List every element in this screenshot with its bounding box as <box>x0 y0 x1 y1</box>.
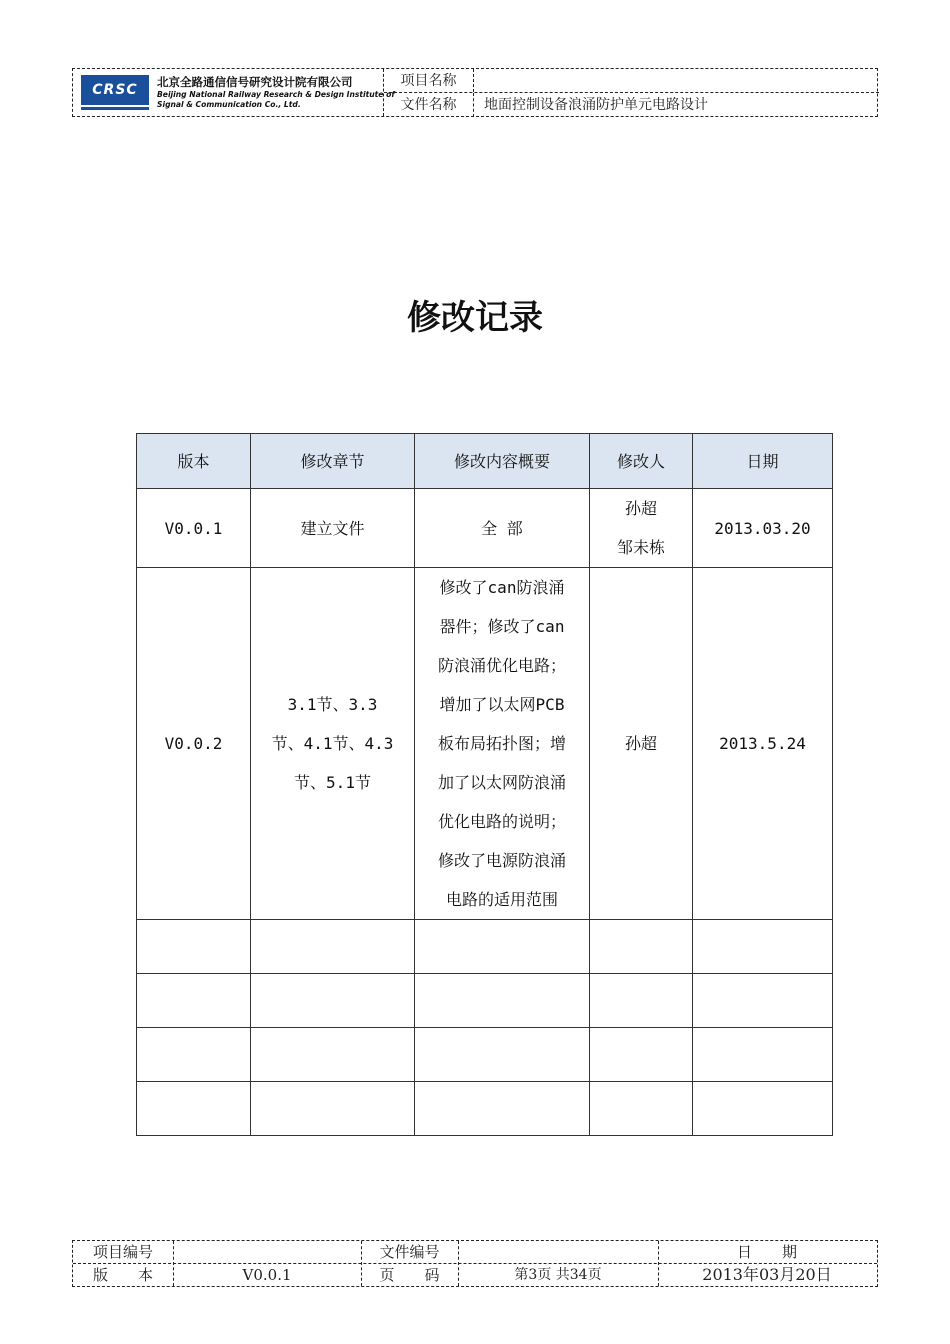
summary-line: 修改了电源防浪涌 <box>437 851 566 870</box>
cell-version: V0.0.1 <box>137 489 251 568</box>
page-header <box>72 68 878 117</box>
company-logo-block <box>73 69 395 116</box>
company-name-en-line2: Signal & Communication Co., Ltd. <box>157 100 301 109</box>
company-name-en <box>157 90 395 110</box>
cell-summary: 全 部 <box>415 489 590 568</box>
header-date: 日期 <box>693 434 833 489</box>
summary-line: 电路的适用范围 <box>445 890 558 909</box>
cell-section: 建立文件 <box>251 489 415 568</box>
empty-table-row <box>137 1082 833 1136</box>
author-line: 孙超 <box>624 499 657 518</box>
section-line: 3.1节、3.3 <box>287 695 378 714</box>
file-no-label: 文件编号 <box>379 1243 440 1261</box>
logo-underline <box>81 107 149 110</box>
version-label: 版 本 <box>92 1266 153 1284</box>
table-row <box>137 489 833 568</box>
page-value: 第3页 共34页 <box>514 1267 602 1283</box>
version-value: V0.0.1 <box>242 1266 292 1284</box>
date-value: 2013年03月20日 <box>702 1265 832 1284</box>
cell-author: 孙超 <box>590 568 693 920</box>
file-name-label: 文件名称 <box>384 93 474 117</box>
section-line: 节、5.1节 <box>294 773 371 792</box>
empty-table-row <box>137 974 833 1028</box>
cell-author <box>590 489 693 568</box>
company-name-en-line1: Beijing National Railway Research & Design Institute of <box>157 90 395 99</box>
page-footer <box>72 1240 878 1287</box>
cell-date: 2013.5.24 <box>693 568 833 920</box>
empty-table-row <box>137 920 833 974</box>
section-line: 节、4.1节、4.3 <box>271 734 394 753</box>
summary-line: 优化电路的说明； <box>437 812 566 831</box>
cell-summary <box>415 568 590 920</box>
cell-version: V0.0.2 <box>137 568 251 920</box>
header-author: 修改人 <box>590 434 693 489</box>
header-summary: 修改内容概要 <box>415 434 590 489</box>
file-name-value: 地面控制设备浪涌防护单元电路设计 <box>484 97 708 113</box>
date-label: 日 期 <box>736 1243 797 1261</box>
summary-line: 加了以太网防浪涌 <box>437 773 566 792</box>
file-no-value <box>458 1241 658 1263</box>
table-row <box>137 568 833 920</box>
summary-line: 防浪涌优化电路； <box>437 656 566 675</box>
cell-section <box>251 568 415 920</box>
project-no-value <box>173 1241 361 1263</box>
empty-table-row <box>137 1028 833 1082</box>
project-name-label: 项目名称 <box>384 69 474 92</box>
summary-line: 板布局拓扑图；增 <box>437 734 566 753</box>
author-line: 邹未栋 <box>616 538 665 557</box>
page-title: 修改记录 <box>407 298 543 338</box>
revision-table <box>136 433 833 1136</box>
summary-line: 修改了can防浪涌 <box>439 578 565 597</box>
header-section: 修改章节 <box>251 434 415 489</box>
cell-date: 2013.03.20 <box>693 489 833 568</box>
summary-line: 器件；修改了can <box>439 617 565 636</box>
summary-line: 增加了以太网PCB <box>439 695 565 714</box>
project-no-label: 项目编号 <box>92 1243 153 1261</box>
project-name-row <box>384 69 879 93</box>
company-name-cn: 北京全路通信信号研究设计院有限公司 <box>157 75 353 89</box>
header-version: 版本 <box>137 434 251 489</box>
crsc-logo: CRSC <box>81 75 149 105</box>
file-name-row <box>384 93 879 117</box>
page-label: 页 码 <box>379 1266 440 1284</box>
table-header-row <box>137 434 833 489</box>
